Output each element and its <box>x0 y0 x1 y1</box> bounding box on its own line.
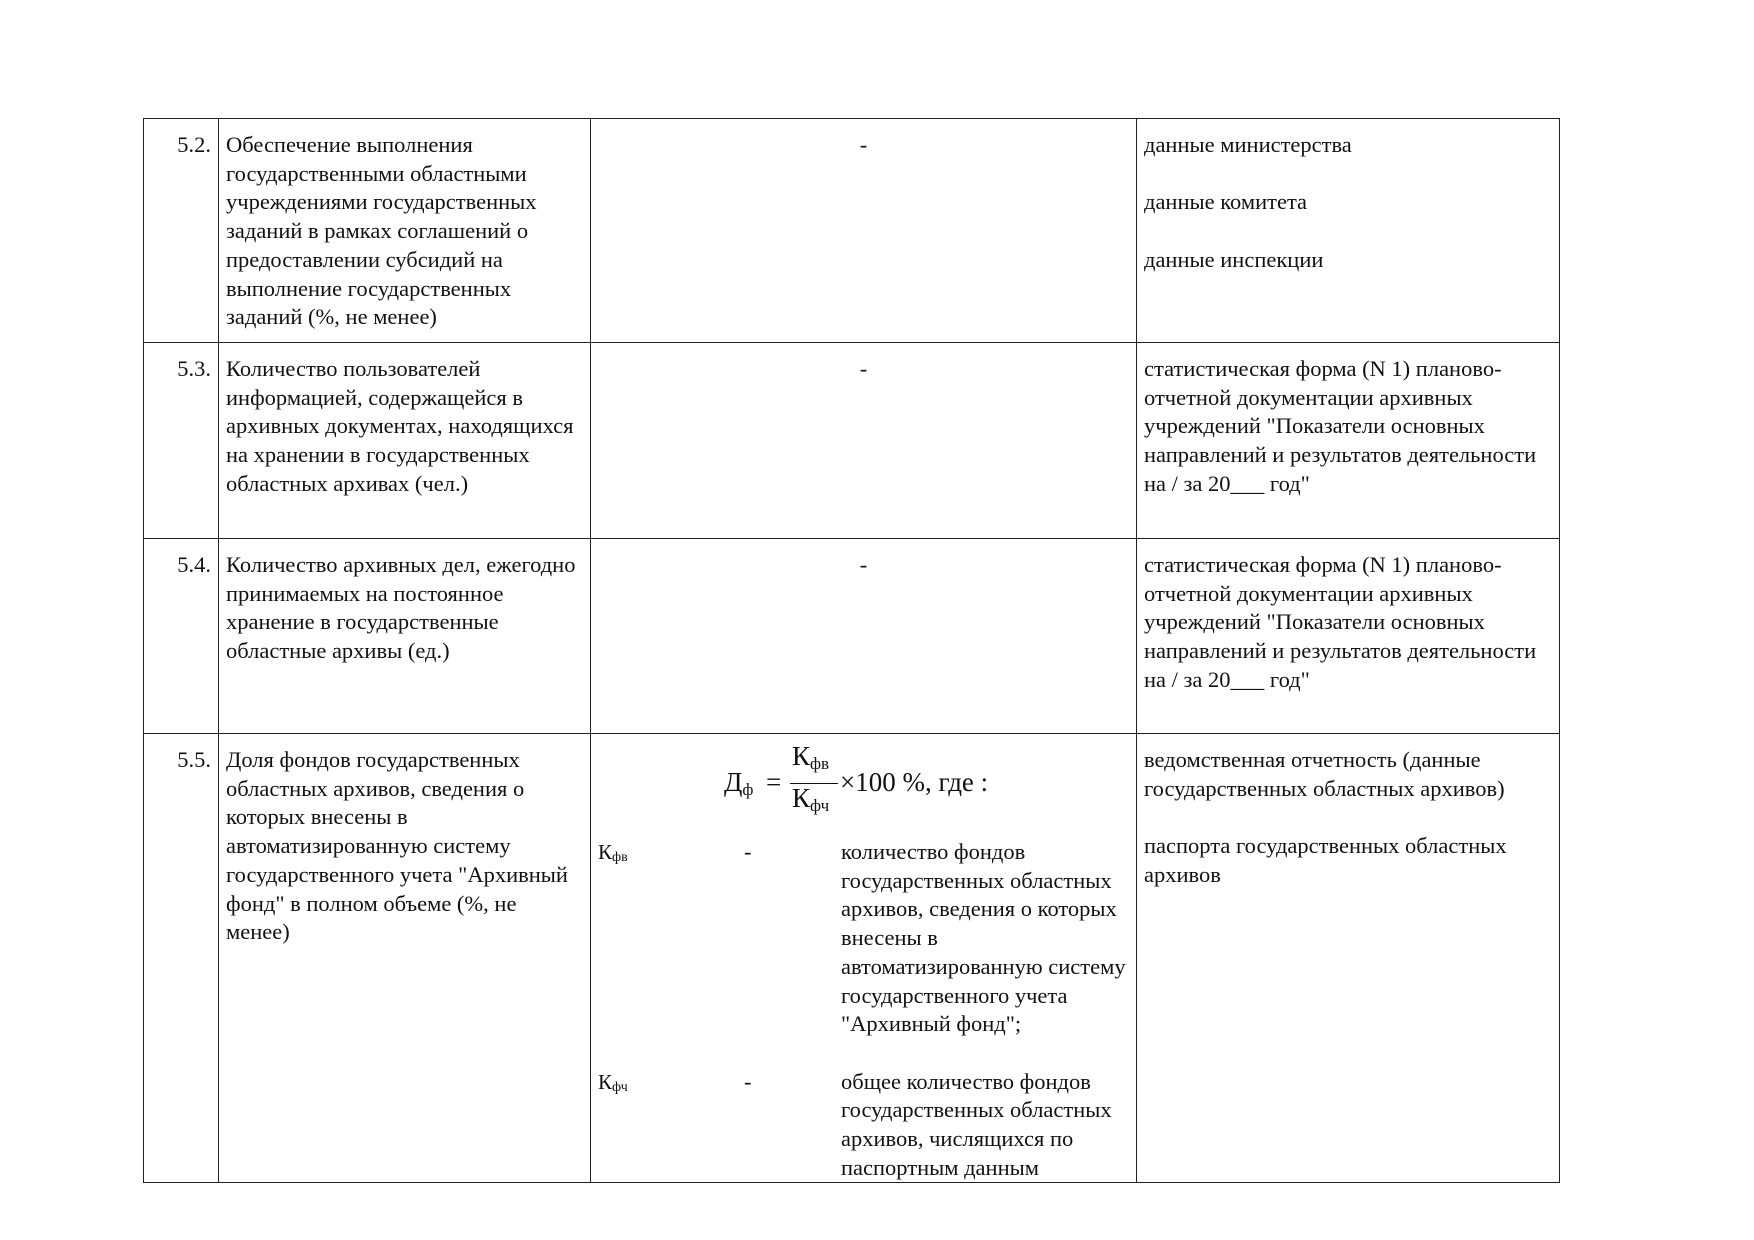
formula-expression <box>724 742 1124 826</box>
formula-cell: - <box>591 539 1137 734</box>
formula-legend <box>598 838 1129 1182</box>
indicator-name: Доля фондов государственных областных архивов, сведения о которых внесены в автоматизированную систему государственного учета "Архивный фонд" в полном объеме (%, не менее) <box>219 734 591 1183</box>
formula-equals: = <box>766 767 782 797</box>
legend-description: количество фондов государственных областных архивов, сведения о которых внесены в автоматизированную систему государственного учета "Архивный фонд"; <box>841 839 1126 1037</box>
legend-dash: - <box>744 839 752 864</box>
row-number: 5.5. <box>144 734 219 1183</box>
legend-symbol: $К_{фв}$ <box>598 840 628 865</box>
source-line: данные комитета <box>1144 189 1308 215</box>
source-line: данные инспекции <box>1144 246 1324 272</box>
source-cell <box>1137 343 1560 539</box>
source-line: паспорта государственных областных архивов <box>1144 833 1507 887</box>
table-row <box>144 734 1560 1183</box>
legend-dash: - <box>744 1068 752 1094</box>
formula-cell: - <box>591 119 1137 343</box>
indicator-name: Количество пользователей информацией, содержащейся в архивных документах, находящихся на хранении в государственных областных архивах (чел.) <box>219 343 591 539</box>
row-number: 5.4. <box>144 539 219 734</box>
legend-description: общее количество фондов государственных областных архивов, числящихся по паспортным данным <box>841 1068 1112 1180</box>
legend-item <box>598 838 1129 1039</box>
formula <box>598 742 1129 826</box>
spacer <box>1144 217 1552 246</box>
spacer <box>1144 160 1552 189</box>
indicator-name: Обеспечение выполнения государственными областными учреждениями государственных заданий в рамках соглашений о предоставлении субсидий на выполнение государственных заданий (%, не менее) <box>219 119 591 343</box>
formula-cell <box>591 734 1137 1183</box>
legend-item <box>598 1068 1129 1183</box>
source-line: на / за 20___ год" <box>1144 470 1310 496</box>
source-line: данные министерства <box>1144 132 1352 157</box>
table-row <box>144 343 1560 539</box>
indicator-name: Количество архивных дел, ежегодно принимаемых на постоянное хранение в государственные областные архивы (ед.) <box>219 539 591 734</box>
row-number: 5.3. <box>144 343 219 539</box>
table-row <box>144 119 1560 343</box>
source-line: статистическая форма (N 1) планово-отчетной документации архивных учреждений "Показатели основных направлений и результатов деятельности <box>1144 552 1537 664</box>
source-cell <box>1137 734 1560 1183</box>
formula-numerator: $К_{фв}$ <box>792 741 830 773</box>
table-row <box>144 539 1560 734</box>
indicators-table <box>143 118 1560 1183</box>
spacer <box>1144 803 1552 832</box>
source-cell <box>1137 539 1560 734</box>
source-line: ведомственная отчетность (данные государственных областных архивов) <box>1144 747 1505 801</box>
formula-tail: ×100 %, где : <box>840 767 989 797</box>
legend-symbol: $К_{фч}$ <box>598 1069 628 1095</box>
source-line: на / за 20___ год" <box>1144 666 1310 692</box>
formula-cell: - <box>591 343 1137 539</box>
row-number: 5.2. <box>144 119 219 343</box>
formula-denominator: $К_{фч}$ <box>792 783 830 815</box>
formula-result: $Д_ф$ <box>724 767 754 799</box>
source-line: статистическая форма (N 1) планово-отчетной документации архивных учреждений "Показатели основных направлений и результатов деятельности <box>1144 356 1537 468</box>
source-cell <box>1137 119 1560 343</box>
